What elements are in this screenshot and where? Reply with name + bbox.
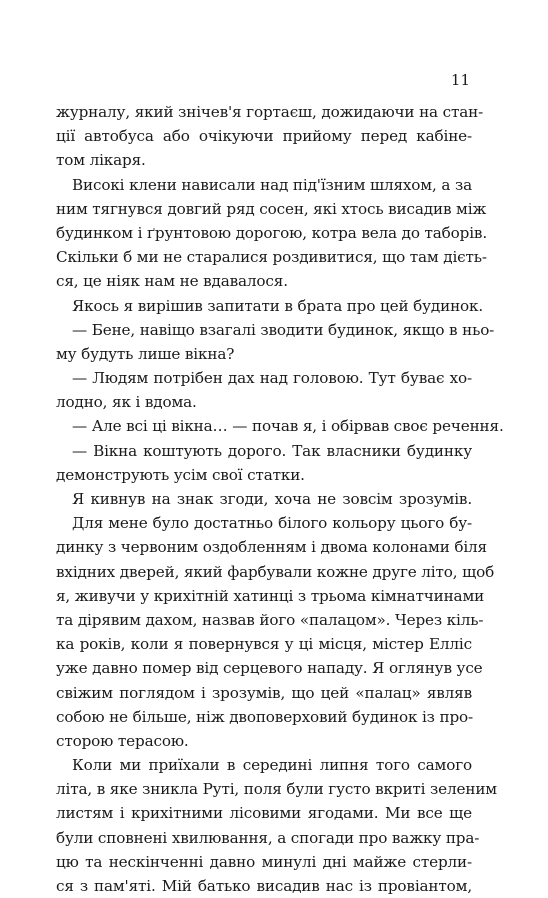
text-line: та дірявим дахом, назвав його «палацом». Через кіль- [56, 610, 484, 629]
text-line: літа, в яке зникла Руті, поля були густо вкриті зеленим [56, 780, 497, 799]
text-line: листям і крихітними лісовими ягодами. Ми все ще [56, 804, 472, 823]
text-line: том лікаря. [56, 151, 146, 170]
text-line: ся з пам'яті. Мій батько висадив нас із провіантом, [56, 877, 472, 895]
text-line: динку з червоним оздобленням і двома колонами біля [56, 538, 487, 557]
text-line: Високі клени нависали над під'їзним шляхом, а за [72, 175, 472, 194]
text-line: Скільки б ми не старалися роздивитися, що там дієть- [56, 248, 487, 267]
text-line: уже давно помер від серцевого нападу. Я оглянув усе [56, 659, 483, 678]
text-line: — Але всі ці вікна… — почав я, і обірвав своє речення. [72, 417, 504, 436]
text-line: були сповнені хвилювання, а спогади про важку пра- [56, 828, 480, 847]
text-line: лодно, як і вдома. [56, 393, 197, 412]
text-line: Я кивнув на знак згоди, хоча не зовсім зрозумів. [72, 490, 472, 508]
text-line: ції автобуса або очікуючи прийому перед кабіне- [56, 127, 472, 146]
text-line: будинком і ґрунтовою дорогою, котра вела до таборів. [56, 223, 488, 242]
text-line: цю та нескінченні давно минулі дні майже стерли- [56, 852, 472, 871]
text-line: демонструють усім свої статки. [56, 465, 305, 484]
text-line: журналу, який знічев'я гортаєш, дожидаючи на стан- [56, 103, 484, 121]
text-line: — Людям потрібен дах над головою. Тут буває хо- [72, 369, 472, 388]
text-line: му будуть лише вікна? [56, 344, 235, 363]
page-number: 11 [450, 71, 470, 89]
text-line: сторою терасою. [56, 731, 189, 750]
text-line: — Вікна коштують дорого. Так власники будинку [72, 441, 472, 460]
text-line: Коли ми приїхали в середині липня того самого [72, 756, 472, 775]
text-line: ним тягнувся довгий ряд сосен, які хтось висадив між [56, 199, 487, 218]
text-line: собою не більше, ніж двоповерховий будинок із про- [56, 707, 474, 726]
body-text [56, 100, 504, 898]
text-line: вхідних дверей, який фарбували кожне друге літо, щоб [56, 562, 495, 581]
text-line: свіжим поглядом і зрозумів, що цей «палац» являв [56, 683, 472, 702]
text-line: — Бене, навіщо взагалі зводити будинок, якщо в ньо- [72, 320, 495, 339]
text-line: ка років, коли я повернувся у ці місця, містер Елліс [56, 635, 472, 654]
text-line: Для мене було достатньо білого кольору цього бу- [72, 514, 472, 533]
text-line: я, живучи у крихітній хатинці з трьома кімнатчинами [56, 586, 485, 605]
text-line: ся, це ніяк нам не вдавалося. [56, 272, 288, 291]
text-line: Якось я вирішив запитати в брата про цей будинок. [72, 296, 484, 315]
